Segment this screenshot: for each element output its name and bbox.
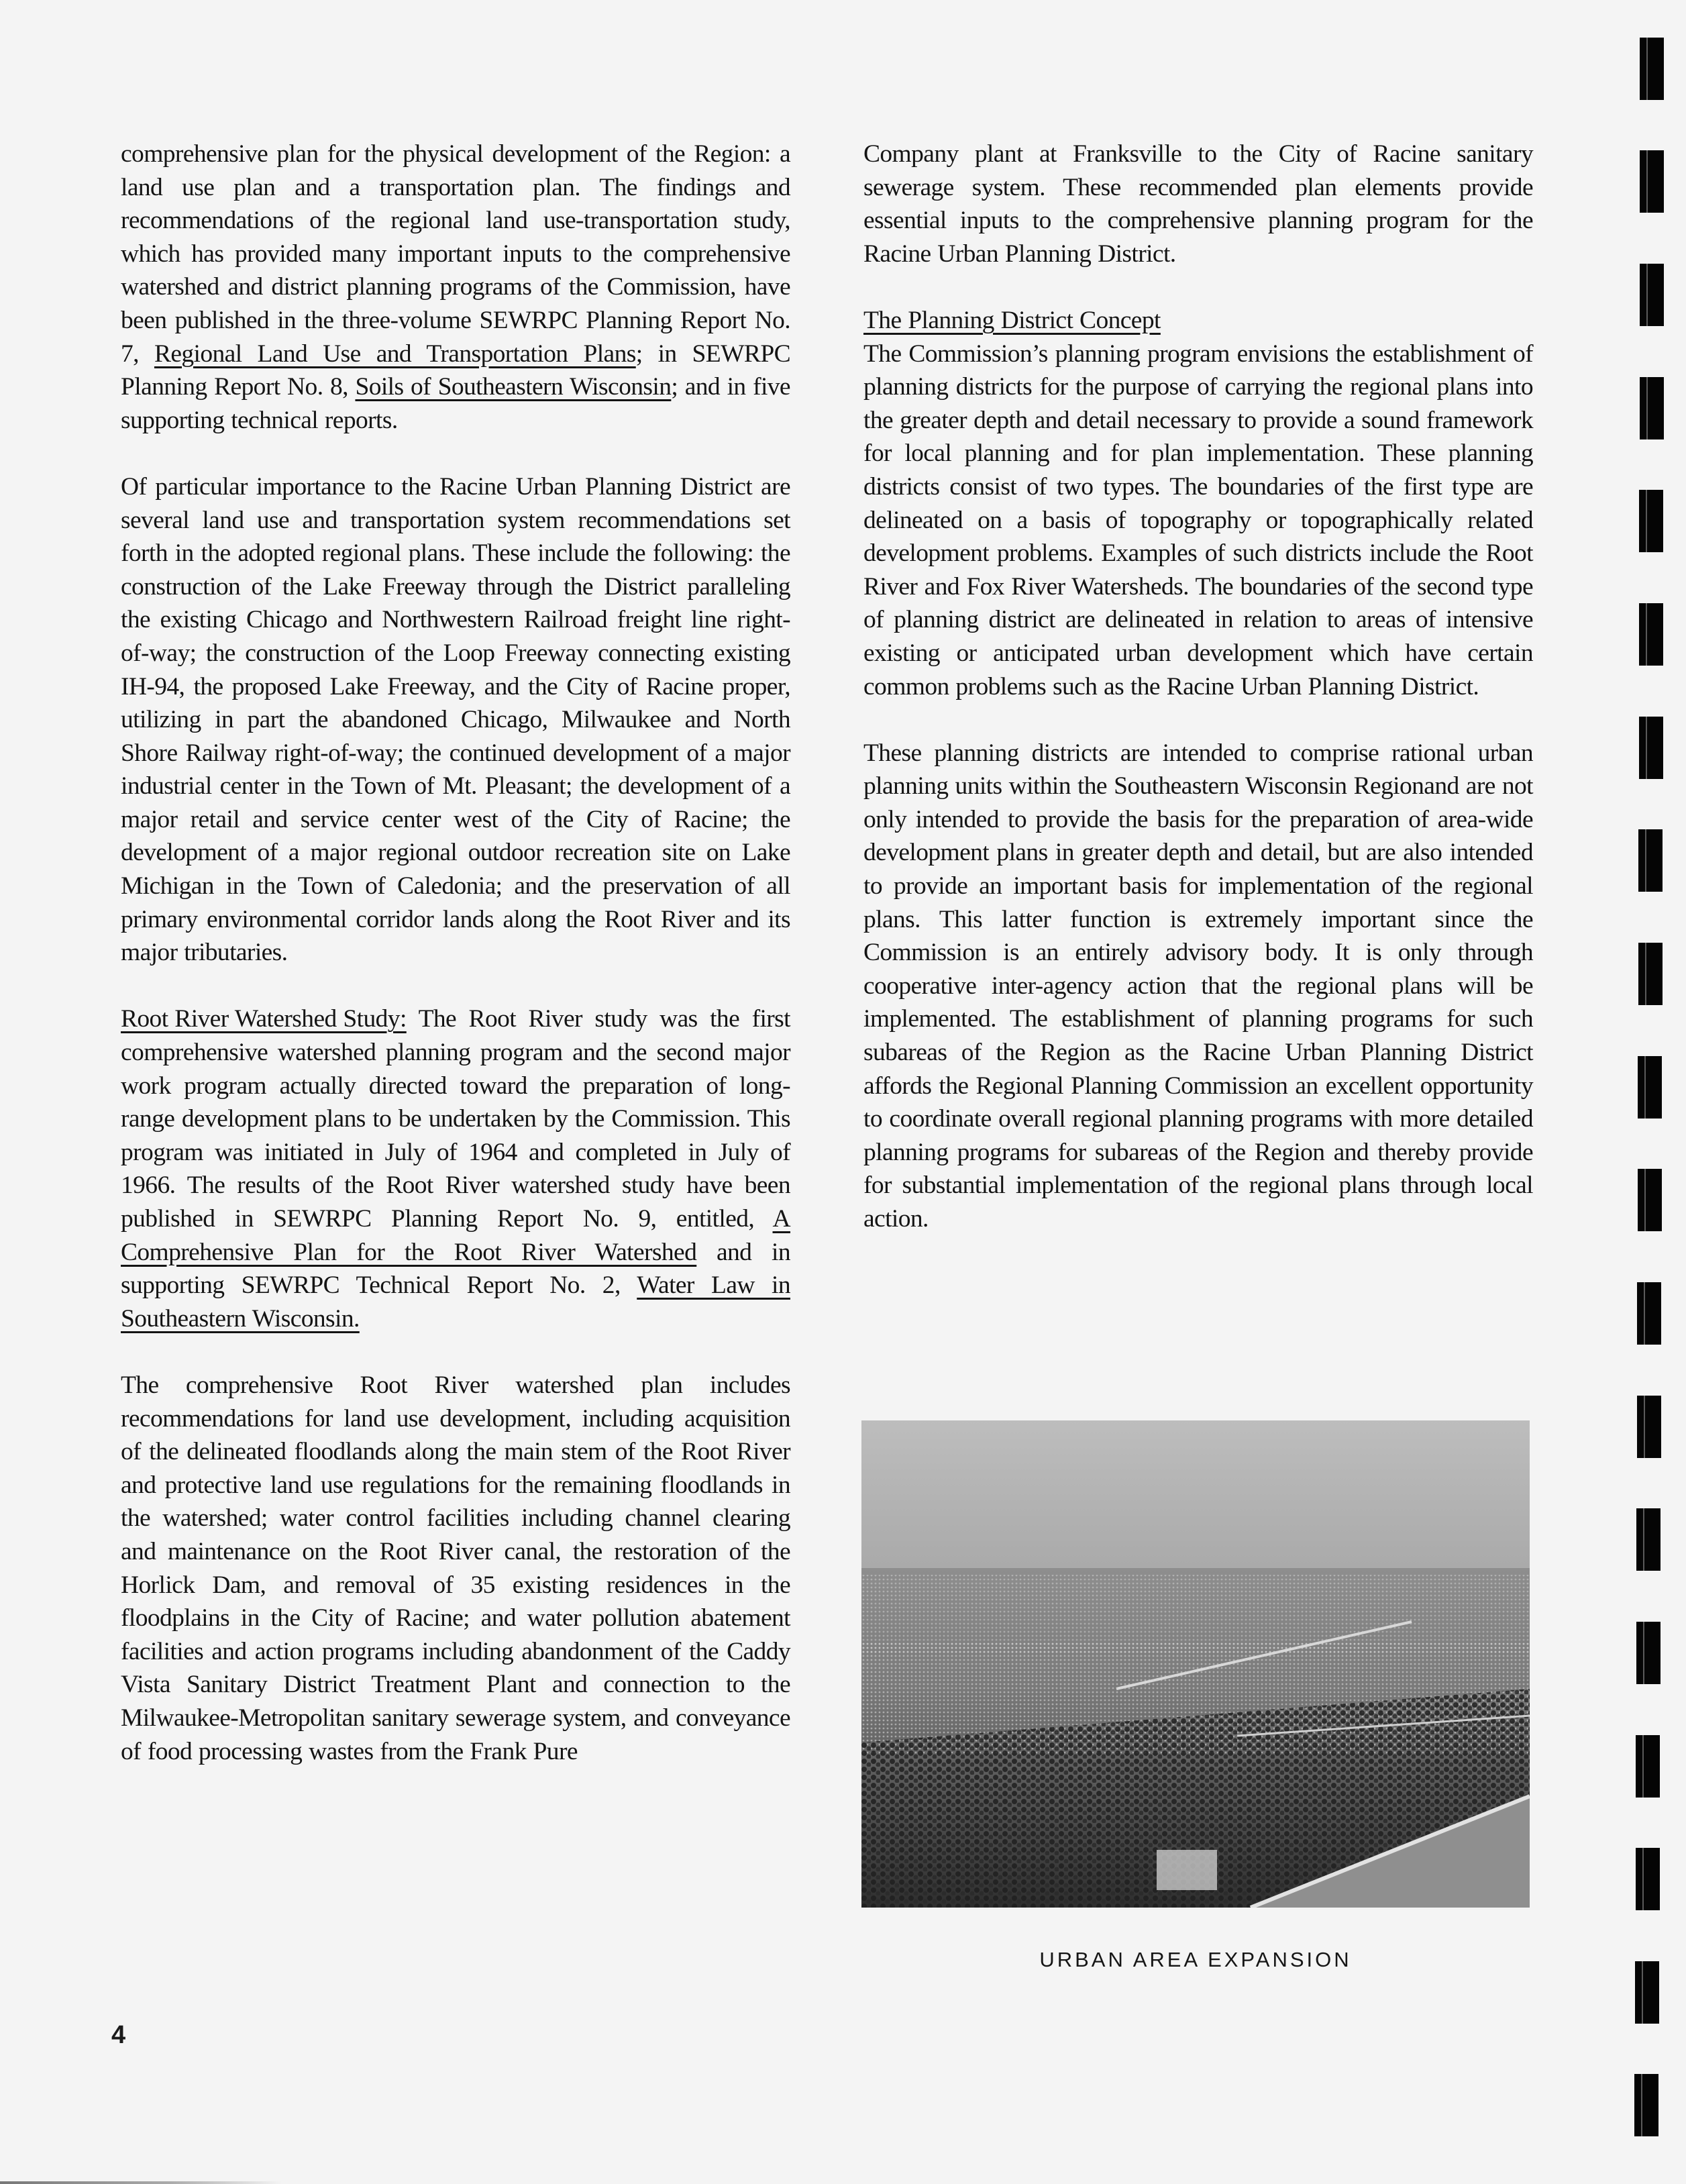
binding-mark-icon bbox=[1636, 1508, 1661, 1571]
paragraph-racine-recommendations: Of particular importance to the Racine Urban Planning District are several land use and transportation system recommendations set forth in the adopted regional plans. These include the following: the construction of the Lake Freeway through the District paralleling the existing Chicago and Northwestern Railroad freight line right-of-way; the construction of the Loop Freeway connecting existing IH-94, the proposed Lake Freeway, and the City of Racine proper, utilizing in part the abandoned Chicago, Milwaukee and North Shore Railway right-of-way; the continued development of a major industrial center in the Town of Mt. Pleasant; the development of a major retail and service center west of the City of Racine; the development of a major regional outdoor recreation site on Lake Michigan in the Town of Caledonia; and the preservation of all primary environmental corridor lands along the Root River and its major tributaries. bbox=[121, 472, 790, 967]
figure-caption: URBAN AREA EXPANSION bbox=[1039, 1948, 1352, 1971]
paragraph-regional-plans bbox=[121, 138, 790, 437]
title-regional-land-use-plans: Regional Land Use and Transportation Plans bbox=[154, 340, 636, 368]
right-column bbox=[863, 138, 1533, 1236]
binding-mark-icon bbox=[1636, 1735, 1660, 1798]
binding-mark-icon bbox=[1636, 1622, 1661, 1684]
paragraph-root-river-study bbox=[121, 1002, 790, 1335]
binding-mark-icon bbox=[1640, 38, 1664, 100]
binding-mark-icon bbox=[1637, 1396, 1661, 1458]
page-edge-shadow bbox=[0, 2181, 282, 2184]
paragraph-planning-districts-types: The Commission’s planning program envisions the establishment of planning districts for the purpose of carrying the regional plans into the greater depth and detail necessary to provide a sound framework for local planning and for plan implementation. These planning districts consist of two types. The boundaries of the first type are delineated on a basis of topography or topographically related development problems. Examples of such districts include the Root River and Fox River Watersheds. The boundaries of the second type of planning district are delineated in relation to areas of intensive existing or anticipated urban development which have certain common problems such as the Racine Urban Planning District. bbox=[863, 340, 1533, 700]
binding-mark-icon bbox=[1639, 603, 1663, 666]
paragraph-text: ; in SEWRPC Planning Report No. 8, bbox=[121, 340, 790, 401]
binding-mark-icon bbox=[1640, 377, 1664, 439]
binding-mark-icon bbox=[1640, 264, 1664, 326]
paragraph-root-river-plan: The comprehensive Root River watershed plan includes recommendations for land use development, including acquisition of the delineated floodlands along the main stem of the Root River and protective land use regulations for the remaining floodlands in the watershed; water control facilities including channel clearing and maintenance on the Root River canal, the restoration of the Horlick Dam, and removal of 35 existing residences in the floodplains in the City of Racine; and water pollution abatement facilities and action programs including abandonment of the Caddy Vista Sanitary District Treatment Plant and connection to the Milwaukee-Metropolitan sanitary sewerage system, and conveyance of food processing wastes from the Frank Pure bbox=[121, 1371, 790, 1765]
binding-mark-icon bbox=[1637, 1282, 1661, 1345]
binding-mark-icon bbox=[1635, 1961, 1659, 2024]
binding-mark-icon bbox=[1638, 829, 1663, 892]
binding-mark-icon bbox=[1639, 490, 1663, 552]
page-number: 4 bbox=[111, 2021, 126, 2049]
paragraph-text: The Root River study was the first comprehensive watershed planning program and the second major work program actually directed toward the preparation of long-range development plans to be undertaken by the Commission. This program was initiated in July of 1964 and completed in July of 1966. The results of the Root River watershed study have been published in SEWRPC Planning Report No. 9, entitled, bbox=[121, 1005, 790, 1233]
binding-mark-icon bbox=[1636, 1848, 1660, 1910]
aerial-photo bbox=[861, 1420, 1530, 1908]
aerial-photo-image bbox=[861, 1420, 1530, 1908]
title-water-law: Water Law in Southeastern Wisconsin. bbox=[121, 1271, 790, 1333]
binding-mark-icon bbox=[1638, 1169, 1662, 1231]
paragraph-text: comprehensive plan for the physical development of the Region: a land use plan and a transportation plan. The findings and recommendations of the regional land use-transportation study, which has provided many important inputs to the comprehensive watershed and district planning programs of the Commission, have been published in the three-volume SEWRPC Planning Report No. 7, bbox=[121, 140, 790, 368]
title-root-river-watershed-plan: A Comprehensive Plan for the Root River Watershed bbox=[121, 1205, 790, 1266]
paragraph-franksville: Company plant at Franksville to the City of Racine sanitary sewerage system. These recommended plan elements provide essential inputs to the comprehensive planning program for the Racine Urban Planning District. bbox=[863, 140, 1533, 268]
binding-mark-icon bbox=[1639, 717, 1663, 779]
paragraph-text: ; and in five supporting technical reports. bbox=[121, 373, 790, 434]
heading-root-river-watershed-study: Root River Watershed Study: bbox=[121, 1005, 407, 1033]
paragraph-text: and in supporting SEWRPC Technical Report No. 2, bbox=[121, 1238, 790, 1300]
binding-marks-strip bbox=[1634, 0, 1668, 2184]
binding-mark-icon bbox=[1638, 943, 1663, 1005]
binding-mark-icon bbox=[1638, 1056, 1662, 1119]
title-soils-of-southeastern-wisconsin: Soils of Southeastern Wisconsin bbox=[355, 373, 672, 401]
heading-planning-district-concept: The Planning District Concept bbox=[863, 306, 1161, 334]
left-column bbox=[121, 138, 790, 1768]
binding-mark-icon bbox=[1640, 150, 1664, 213]
binding-mark-icon bbox=[1634, 2074, 1658, 2136]
paragraph-planning-units: These planning districts are intended to comprise rational urban planning units within the Southeastern Wisconsin Regionand are not only intended to provide the basis for the preparation of area-wide development plans in greater depth and detail, but are also intended to provide an important basis for implementation of the regional plans. This latter function is extremely important since the Commission is an entirely advisory body. It is only through cooperative inter-agency action that the regional plans will be implemented. The establishment of planning programs for such subareas of the Region as the Racine Urban Planning District affords the Regional Planning Commission an excellent opportunity to coordinate overall regional planning programs with more detailed planning programs for subareas of the Region and thereby provide for substantial implementation of the regional plans through local action. bbox=[863, 739, 1533, 1233]
